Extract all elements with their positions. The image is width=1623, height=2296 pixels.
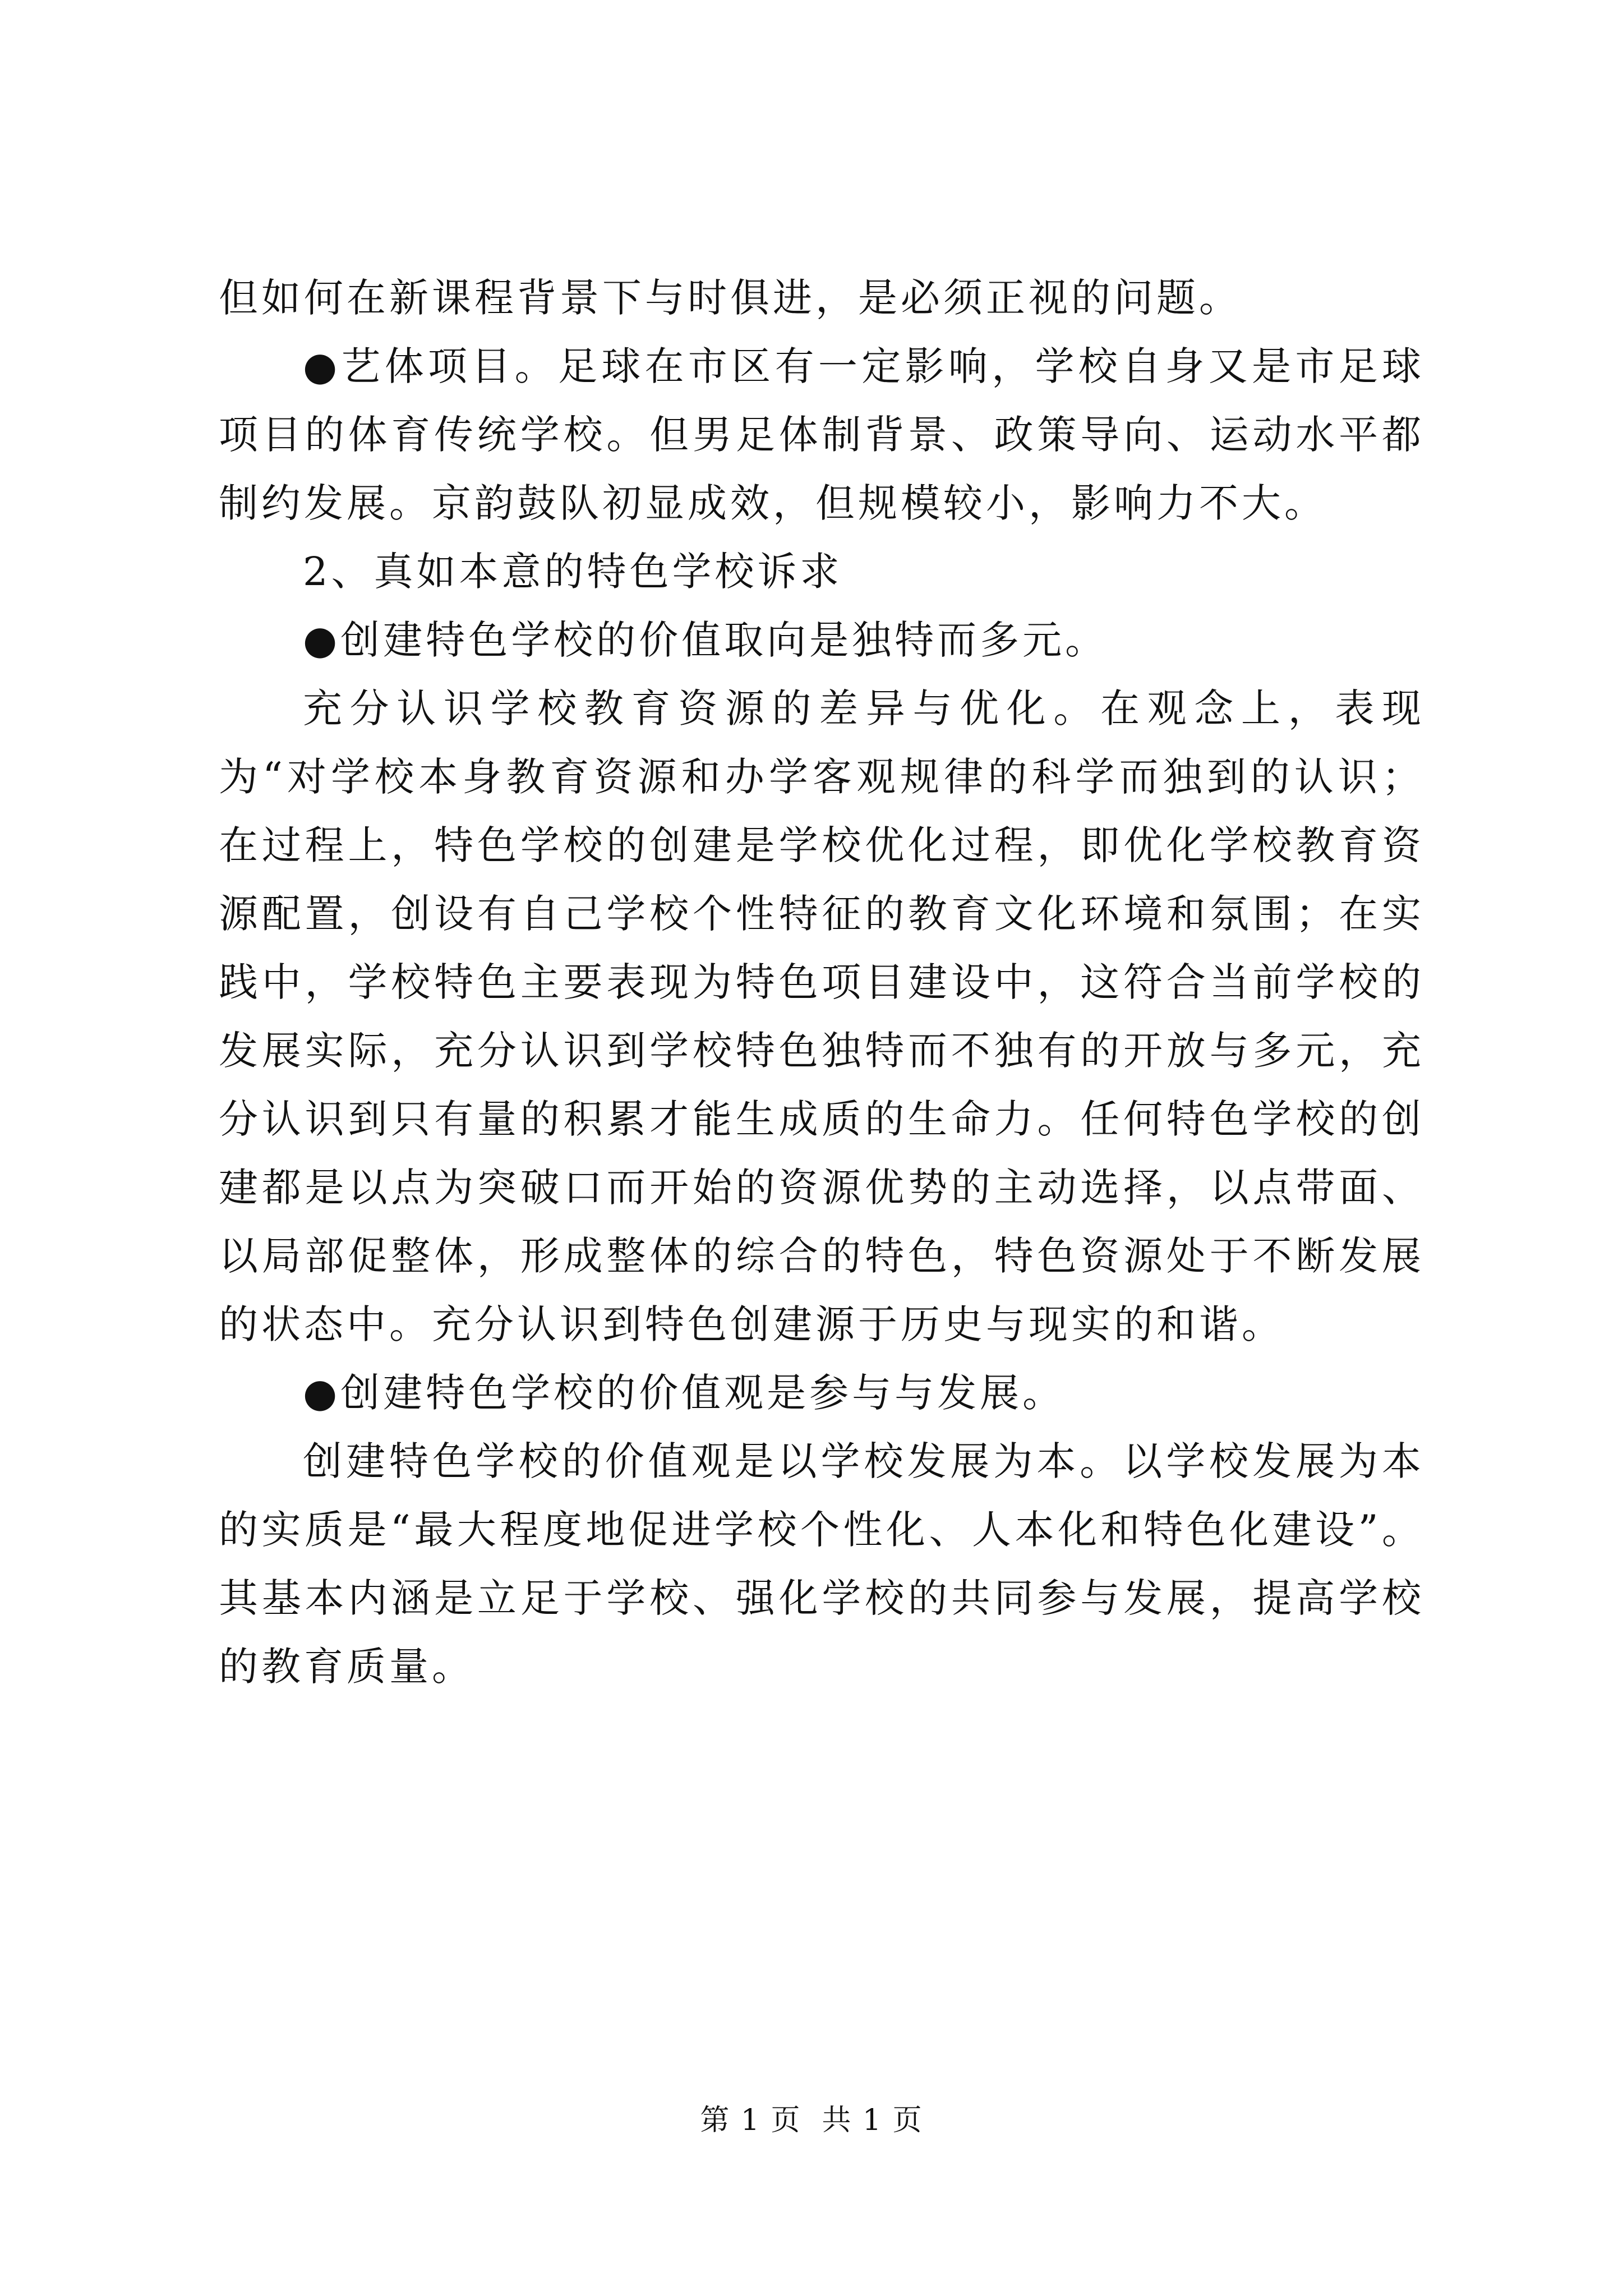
bullet-value-orientation: ●创建特色学校的价值取向是独特而多元。 [303, 617, 1108, 663]
page-footer [0, 2101, 1623, 2140]
bullet-values: ●创建特色学校的价值观是参与与发展。 [303, 1370, 1066, 1416]
paragraph-development: 创建特色学校的价值观是以学校发展为本。以学校发展为本的实质是“最大程度地促进学校个性化、人本化和特色化建设”。其基本内涵是立足于学校、强化学校的共同参与发展，提高学校的教育质量。 [219, 1438, 1424, 1690]
section-heading: 2、真如本意的特色学校诉求 [303, 549, 843, 595]
page-number: 第 1 页 共 1 页 [700, 2104, 923, 2137]
paragraph-resources: 充分认识学校教育资源的差异与优化。在观念上，表现为“对学校本身教育资源和办学客观规律的科学而独到的认识；在过程上，特色学校的创建是学校优化过程，即优化学校教育资源配置，创设有自己学校个性特征的教育文化环境和氛围；在实践中，学校特色主要表现为特色项目建设中，这符合当前学校的发展实际，充分认识到学校特色独特而不独有的开放与多元，充分认识到只有量的积累才能生成质的生命力。任何特色学校的创建都是以点为突破口而开始的资源优势的主动选择，以点带面、以局部促整体，形成整体的综合的特色，特色资源处于不断发展的状态中。充分认识到特色创建源于历史与现实的和谐。 [219, 685, 1424, 1347]
paragraph-continuation: 但如何在新课程背景下与时俱进，是必须正视的问题。 [219, 275, 1242, 321]
paragraph-arts-sports: ●艺体项目。足球在市区有一定影响，学校自身又是市足球项目的体育传统学校。但男足体制背景、政策导向、运动水平都制约发展。京韵鼓队初显成效，但规模较小，影响力不大。 [219, 343, 1424, 526]
document-body [219, 264, 1424, 1701]
